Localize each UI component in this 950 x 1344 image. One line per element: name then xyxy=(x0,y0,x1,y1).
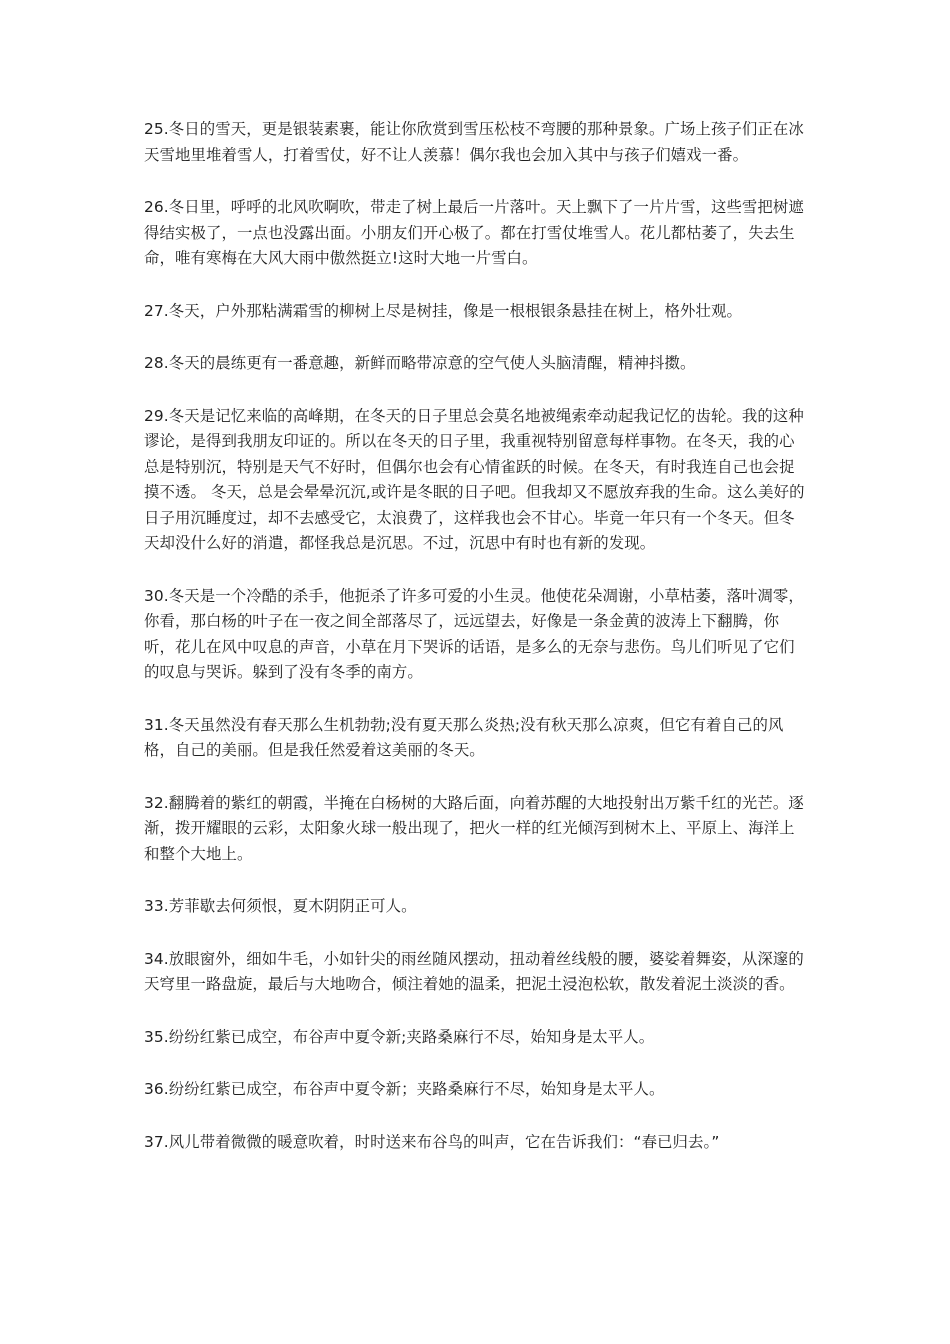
paragraph-28: 28.冬天的晨练更有一番意趣，新鲜而略带凉意的空气使人头脑清醒，精神抖擞。 xyxy=(144,354,696,372)
paragraph-37: 37.风儿带着微微的暖意吹着，时时送来布谷鸟的叫声，它在告诉我们：“春已归去。” xyxy=(144,1132,720,1151)
paragraph-30: 30.冬天是一个冷酷的杀手，他扼杀了许多可爱的小生灵。他使花朵凋谢，小草枯萎，落叶凋零，你看，那白杨的叶子在一夜之间全部落尽了，远远望去，好像是一条金黄的波涛上下翻腾，你听，花儿在风中叹息的声音，小草在月下哭诉的话语，是多么的无奈与悲伤。鸟儿们听见了它们的叹息与哭诉。躲到了没有冬季的南方。 xyxy=(144,586,804,681)
paragraph-25: 25.冬日的雪天，更是银装素裹，能让你欣赏到雪压松枝不弯腰的那种景象。广场上孩子们正在冰天雪地里堆着雪人，打着雪仗，好不让人羡慕！偶尔我也会加入其中与孩子们嬉戏一番。 xyxy=(144,120,804,164)
paragraph-27: 27.冬天，户外那粘满霜雪的柳树上尽是树挂，像是一根根银条悬挂在树上，格外壮观。 xyxy=(144,301,742,320)
paragraph-26: 26.冬日里，呼呼的北风吹啊吹，带走了树上最后一片落叶。天上飘下了一片片雪，这些雪把树遮得结实极了，一点也没露出面。小朋友们开心极了。都在打雪仗堆雪人。花儿都枯萎了，失去生命，唯有寒梅在大风大雨中傲然挺立!这时大地一片雪白。 xyxy=(144,198,804,267)
paragraph-35: 35.纷纷红紫已成空，布谷声中夏令新;夹路桑麻行不尽，始知身是太平人。 xyxy=(144,1027,655,1046)
paragraph-33: 33.芳菲歇去何须恨，夏木阴阴正可人。 xyxy=(144,897,417,915)
document-body xyxy=(144,117,810,1182)
paragraph-34: 34.放眼窗外，细如牛毛，小如针尖的雨丝随风摆动，扭动着丝线般的腰，婆娑着舞姿，从深邃的天穹里一路盘旋，最后与大地吻合，倾注着她的温柔，把泥土浸泡松软，散发着泥土淡淡的香。 xyxy=(144,949,804,993)
paragraph-36: 36.纷纷红紫已成空，布谷声中夏令新；夹路桑麻行不尽，始知身是太平人。 xyxy=(144,1080,665,1098)
paragraph-32: 32.翻腾着的紫红的朝霞，半掩在白杨树的大路后面，向着苏醒的大地投射出万紫千红的光芒。逐渐，拨开耀眼的云彩，太阳象火球一般出现了，把火一样的红光倾泻到树木上、平原上、海洋上和整个大地上。 xyxy=(144,793,804,863)
paragraph-31: 31.冬天虽然没有春天那么生机勃勃;没有夏天那么炎热;没有秋天那么凉爽，但它有着自己的风格，自己的美丽。但是我任然爱着这美丽的冬天。 xyxy=(144,715,784,759)
paragraph-29: 29.冬天是记忆来临的高峰期，在冬天的日子里总会莫名地被绳索牵动起我记忆的齿轮。我的这种谬论，是得到我朋友印证的。所以在冬天的日子里，我重视特别留意每样事物。在冬天，我的心总是特别沉，特别是天气不好时，但偶尔也会有心情雀跃的时候。在冬天，有时我连自己也会捉摸不透。 冬天，总是会晕晕沉沉,或许是冬眠的日子吧。但我却又不愿放弃我的生命。这么美好的日子用沉睡度过，却不去感受它，太浪费了，这样我也会不甘心。毕竟一年只有一个冬天。但冬天却没什么好的消遣，都怪我总是沉思。不过，沉思中有时也有新的发现。 xyxy=(144,406,805,552)
